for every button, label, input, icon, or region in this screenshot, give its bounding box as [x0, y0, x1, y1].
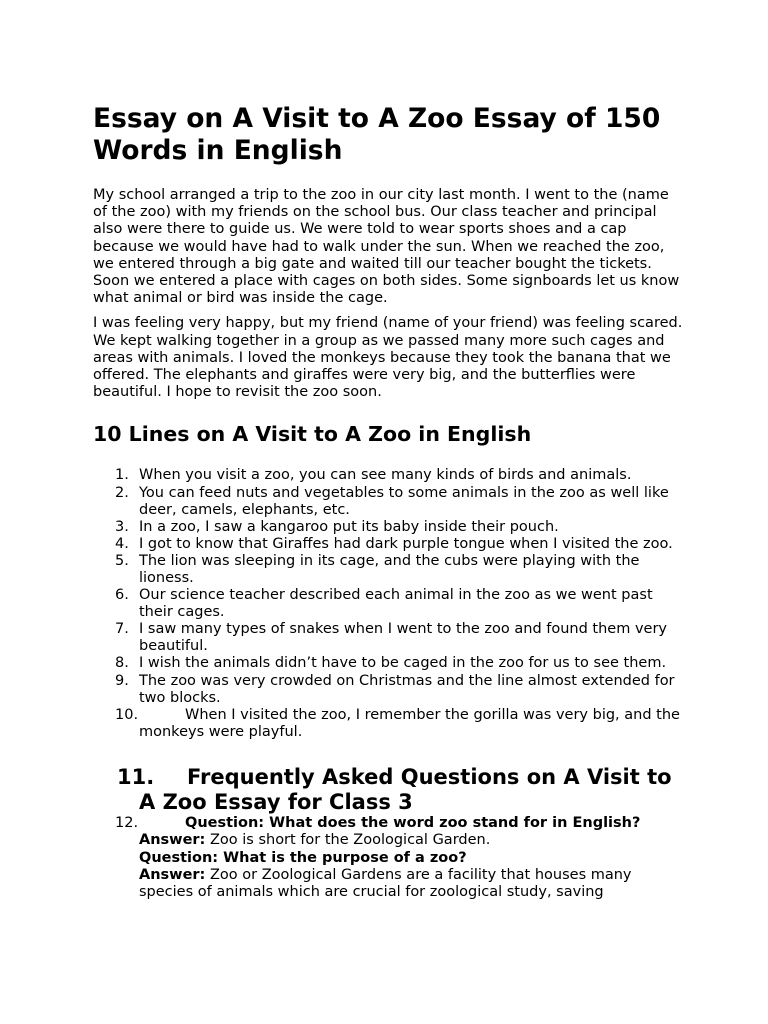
- list-item-text: When you visit a zoo, you can see many kinds of birds and animals.: [139, 467, 632, 484]
- list-item-number: 3.: [115, 518, 129, 535]
- list-item-number: 1.: [115, 467, 129, 484]
- list-item: [93, 485, 683, 519]
- faq-heading-text: Frequently Asked Questions on A Visit to A Zoo Essay for Class 3: [139, 764, 672, 814]
- faq-block: [93, 815, 683, 901]
- list-item-text: Our science teacher described each animal in the zoo as we went past their cages.: [139, 587, 653, 621]
- list-item-text: I wish the animals didn’t have to be caged in the zoo for us to see them.: [139, 655, 667, 672]
- lines-heading: 10 Lines on A Visit to A Zoo in English: [93, 422, 532, 447]
- list-item-text: I got to know that Giraffes had dark purple tongue when I visited the zoo.: [139, 535, 673, 552]
- list-item-number: 5.: [115, 552, 129, 569]
- list-item: [93, 655, 683, 672]
- list-item: [93, 519, 683, 536]
- faq-answer-1: [139, 832, 683, 849]
- list-item-text: When I visited the zoo, I remember the gorilla was very big, and the monkeys were playful.: [139, 706, 680, 740]
- faq-question-2: Question: What is the purpose of a zoo?: [139, 849, 467, 866]
- faq-item-number: 12.: [115, 814, 139, 831]
- list-item-number: 6.: [115, 587, 129, 604]
- list-item-text: The zoo was very crowded on Christmas and the line almost extended for two blocks.: [139, 672, 675, 706]
- list-item-text: I saw many types of snakes when I went to the zoo and found them very beautiful.: [139, 621, 668, 655]
- answer-text: Zoo is short for the Zoological Garden.: [209, 832, 491, 849]
- list-item: [93, 707, 683, 741]
- list-item-number: 8.: [115, 655, 129, 672]
- answer-label: Answer:: [139, 832, 206, 849]
- ten-lines-list: [93, 467, 683, 741]
- list-item-text: The lion was sleeping in its cage, and the cubs were playing with the lioness.: [139, 552, 640, 586]
- list-item: [93, 536, 683, 553]
- essay-paragraph-1: My school arranged a trip to the zoo in our city last month. I went to the (name of the zoo) with my friends on the school bus. Our class teacher and principal also were there to guide us. We were told to wear sports shoes and a cap because we would have had to walk under the sun. When we reached the zoo, we entered through a big gate and waited till our teacher bought the tickets. Soon we entered a place with cages on both sides. Some signboards let us know what animal or bird was inside the cage.: [93, 187, 680, 307]
- list-item-number: 4.: [115, 535, 129, 552]
- faq-answer-2: [139, 867, 683, 902]
- list-item: [93, 553, 683, 587]
- faq-heading-number: 11.: [117, 764, 155, 789]
- list-item: [93, 467, 683, 484]
- answer-label: Answer:: [139, 866, 206, 883]
- list-item: [93, 621, 683, 655]
- list-item-number: 7.: [115, 621, 129, 638]
- document-page: [93, 103, 683, 901]
- list-item-number: 10.: [115, 706, 139, 723]
- faq-heading: [93, 765, 683, 815]
- list-item-number: 2.: [115, 484, 129, 501]
- answer-text: Zoo or Zoological Gardens are a facility that houses many species of animals which are crucial for zoological study, saving: [139, 866, 632, 901]
- list-item-text: In a zoo, I saw a kangaroo put its baby inside their pouch.: [139, 518, 559, 535]
- list-item: [93, 587, 683, 621]
- list-item: [93, 673, 683, 707]
- page-title: Essay on A Visit to A Zoo Essay of 150 Words in English: [93, 103, 661, 166]
- list-item-number: 9.: [115, 672, 129, 689]
- list-item-text: You can feed nuts and vegetables to some animals in the zoo as well like deer, camels, elephants, etc.: [139, 484, 669, 518]
- faq-question-1: Question: What does the word zoo stand for in English?: [185, 814, 641, 831]
- essay-paragraph-2: I was feeling very happy, but my friend (name of your friend) was feeling scared. We kept walking together in a group as we passed many more such cages and areas with animals. I loved the monkeys because they took the banana that we offered. The elephants and giraffes were very big, and the butterflies were beautiful. I hope to revisit the zoo soon.: [93, 315, 683, 401]
